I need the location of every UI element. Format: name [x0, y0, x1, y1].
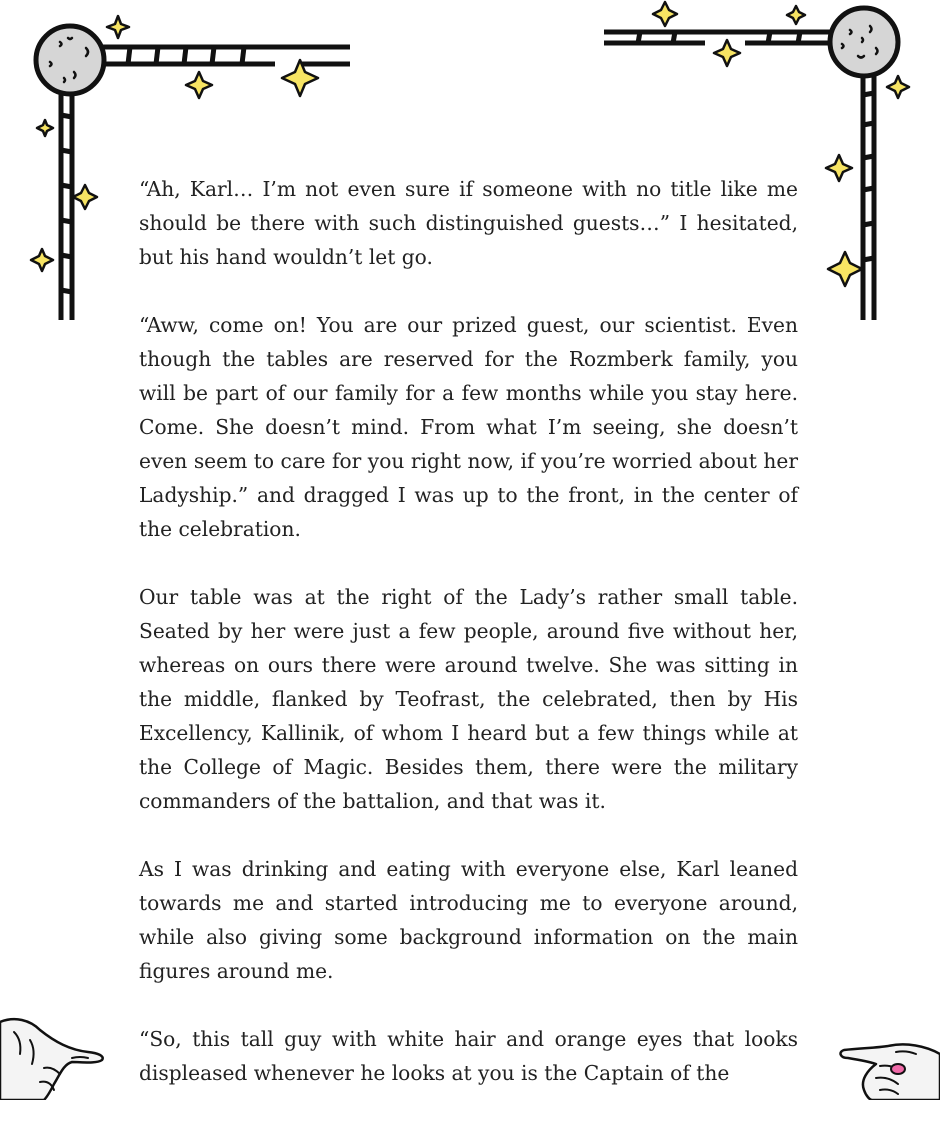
paragraph: “Ah, Karl… I’m not even sure if someone with no title like me should be there with such distinguished guests…” I hesitated, but his hand wouldn’t let go.: [139, 177, 798, 269]
paragraph: “Aww, come on! You are our prized guest, our scientist. Even though the tables are reserved for the Rozmberk family, you will be part of our family for a few months while you stay here. Come. She doesn’t mind. From what I’m seeing, she doesn’t even seem to care for you right now, if you’re worried about her Ladyship.” and dragged I was up to the front, in the center of the celebration.: [139, 313, 798, 541]
paragraph: As I was drinking and eating with everyone else, Karl leaned towards me and started introducing me to everyone around, while also giving some background information on the main figures around me.: [139, 857, 798, 983]
paragraph: Our table was at the right of the Lady’s rather small table. Seated by her were just a few people, around five without her, whereas on ours there were around twelve. She was sitting in the middle, flanked by Teofrast, the celebrated, then by His Excellency, Kallinik, of whom I heard but a few things while at the College of Magic. Besides them, there were the military commanders of the battalion, and that was it.: [139, 585, 798, 813]
paragraph: “So, this tall guy with white hair and orange eyes that looks displeased whenever he looks at you is the Captain of the: [139, 1027, 798, 1085]
ringed-hand-bottom-right-icon: [836, 1040, 940, 1100]
story-text: [139, 172, 798, 1124]
reaching-hand-bottom-left-icon: [0, 1012, 110, 1100]
